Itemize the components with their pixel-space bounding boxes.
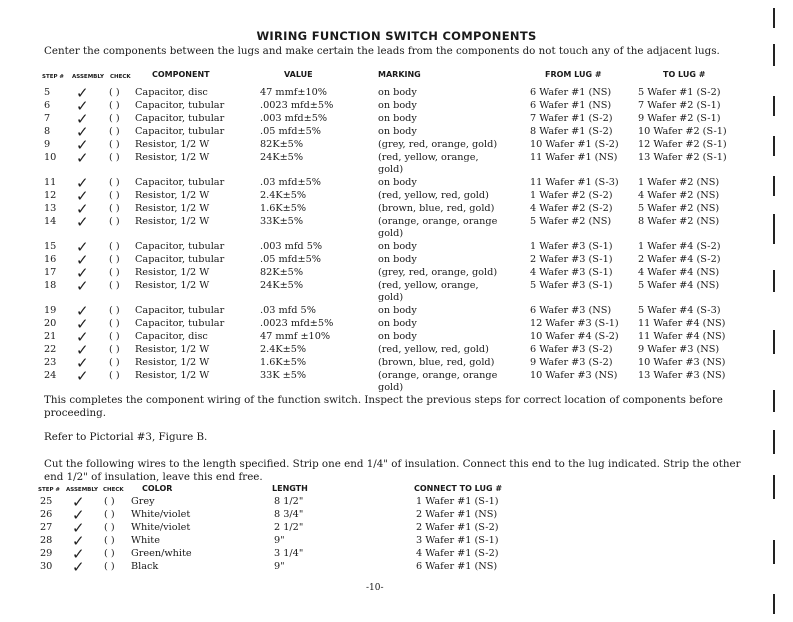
component-name: Capacitor, disc	[135, 87, 208, 98]
margin-bar	[773, 594, 775, 614]
assembly-checkmark-icon: ✓	[72, 493, 85, 511]
component-name: Resistor, 1/2 W	[135, 139, 210, 150]
wire-length: 9"	[274, 561, 285, 572]
component-name: Resistor, 1/2 W	[135, 357, 210, 368]
connect-lug: 1 Wafer #1 (S-1)	[416, 496, 499, 507]
assembly-checkmark-icon: ✓	[76, 213, 89, 231]
header2-color: COLOR	[142, 484, 173, 493]
assembly-checkmark-icon: ✓	[72, 532, 85, 550]
header-from-lug: FROM LUG #	[545, 70, 602, 79]
component-value: 24K±5%	[260, 280, 304, 291]
component-value: .05 mfd±5%	[260, 254, 321, 265]
component-name: Resistor, 1/2 W	[135, 267, 210, 278]
wire-color: Black	[131, 561, 159, 572]
header-value: VALUE	[284, 70, 313, 79]
component-marking: on body	[378, 305, 417, 316]
step-number: 19	[44, 305, 57, 316]
component-value: .03 mfd±5%	[260, 177, 321, 188]
check-box[interactable]: ( )	[109, 344, 120, 355]
from-lug: 6 Wafer #1 (NS)	[530, 87, 612, 98]
step-number: 7	[44, 113, 51, 124]
step-number: 13	[44, 203, 57, 214]
check-box[interactable]: ( )	[109, 126, 120, 137]
cut-instructions: Cut the following wires to the length specified. Strip one end 1/4" of insulation. Connect this end to the lug indicated. Strip the other end 1/2" of insulation, leave this end free.	[44, 458, 741, 483]
header2-connect: CONNECT TO LUG #	[414, 484, 503, 493]
from-lug: 4 Wafer #3 (S-1)	[530, 267, 613, 278]
connect-lug: 2 Wafer #1 (S-2)	[416, 522, 499, 533]
check-box[interactable]: ( )	[104, 548, 115, 559]
assembly-checkmark-icon: ✓	[76, 200, 89, 218]
wire-color: White	[131, 535, 160, 546]
to-lug: 10 Wafer #3 (NS)	[638, 357, 726, 368]
component-marking: on body	[378, 126, 417, 137]
check-box[interactable]: ( )	[109, 216, 120, 227]
component-marking: on body	[378, 100, 417, 111]
component-name: Resistor, 1/2 W	[135, 280, 210, 291]
check-box[interactable]: ( )	[109, 87, 120, 98]
to-lug: 5 Wafer #4 (NS)	[638, 280, 720, 291]
check-box[interactable]: ( )	[109, 100, 120, 111]
component-value: .003 mfd 5%	[260, 241, 323, 252]
connect-lug: 4 Wafer #1 (S-2)	[416, 548, 499, 559]
wire-length: 3 1/4"	[274, 548, 304, 559]
assembly-checkmark-icon: ✓	[72, 519, 85, 537]
component-marking: gold)	[378, 382, 404, 393]
margin-bar	[773, 176, 775, 196]
component-marking: (red, yellow, red, gold)	[378, 344, 489, 355]
from-lug: 11 Wafer #1 (S-3)	[530, 177, 619, 188]
component-value: 47 mmf ±10%	[260, 331, 331, 342]
from-lug: 1 Wafer #2 (S-2)	[530, 190, 613, 201]
from-lug: 12 Wafer #3 (S-1)	[530, 318, 619, 329]
component-value: .05 mfd±5%	[260, 126, 321, 137]
step-number: 17	[44, 267, 57, 278]
to-lug: 1 Wafer #4 (S-2)	[638, 241, 721, 252]
to-lug: 1 Wafer #2 (NS)	[638, 177, 720, 188]
step-number: 23	[44, 357, 57, 368]
to-lug: 4 Wafer #4 (NS)	[638, 267, 720, 278]
header-check: CHECK	[110, 74, 131, 80]
step-number: 22	[44, 344, 57, 355]
step-number: 27	[40, 522, 53, 533]
refer-text: Refer to Pictorial #3, Figure B.	[44, 431, 208, 443]
step-number: 6	[44, 100, 51, 111]
from-lug: 8 Wafer #1 (S-2)	[530, 126, 613, 137]
check-box[interactable]: ( )	[109, 370, 120, 381]
wire-length: 9"	[274, 535, 285, 546]
from-lug: 6 Wafer #3 (NS)	[530, 305, 612, 316]
step-number: 12	[44, 190, 57, 201]
component-name: Resistor, 1/2 W	[135, 190, 210, 201]
component-name: Resistor, 1/2 W	[135, 203, 210, 214]
step-number: 5	[44, 87, 51, 98]
from-lug: 7 Wafer #1 (S-2)	[530, 113, 613, 124]
to-lug: 8 Wafer #2 (NS)	[638, 216, 720, 227]
component-name: Resistor, 1/2 W	[135, 216, 210, 227]
margin-bar	[773, 214, 775, 244]
component-value: .0023 mfd±5%	[260, 318, 334, 329]
assembly-checkmark-icon: ✓	[76, 97, 89, 115]
component-marking: (orange, orange, orange	[378, 216, 498, 227]
assembly-checkmark-icon: ✓	[76, 84, 89, 102]
wire-color: Green/white	[131, 548, 192, 559]
component-marking: on body	[378, 241, 417, 252]
to-lug: 2 Wafer #4 (S-2)	[638, 254, 721, 265]
header-to-lug: TO LUG #	[663, 70, 706, 79]
step-number: 16	[44, 254, 57, 265]
to-lug: 9 Wafer #3 (NS)	[638, 344, 720, 355]
component-name: Capacitor, tubular	[135, 318, 225, 329]
header2-assembly: ASSEMBLY	[66, 487, 98, 493]
assembly-checkmark-icon: ✓	[76, 302, 89, 320]
step-number: 10	[44, 152, 57, 163]
check-box[interactable]: ( )	[109, 305, 120, 316]
component-name: Capacitor, tubular	[135, 100, 225, 111]
from-lug: 5 Wafer #2 (NS)	[530, 216, 612, 227]
connect-lug: 3 Wafer #1 (S-1)	[416, 535, 499, 546]
check-box[interactable]: ( )	[109, 177, 120, 188]
step-number: 24	[44, 370, 57, 381]
wire-length: 8 1/2"	[274, 496, 304, 507]
assembly-checkmark-icon: ✓	[76, 238, 89, 256]
component-name: Capacitor, tubular	[135, 254, 225, 265]
margin-bar	[773, 136, 775, 156]
component-name: Capacitor, tubular	[135, 113, 225, 124]
from-lug: 6 Wafer #3 (S-2)	[530, 344, 613, 355]
header2-length: LENGTH	[272, 484, 308, 493]
component-marking: (brown, blue, red, gold)	[378, 357, 495, 368]
to-lug: 4 Wafer #2 (NS)	[638, 190, 720, 201]
margin-bar	[773, 44, 775, 66]
component-name: Capacitor, tubular	[135, 126, 225, 137]
to-lug: 11 Wafer #4 (NS)	[638, 331, 726, 342]
to-lug: 5 Wafer #4 (S-3)	[638, 305, 721, 316]
component-value: 82K±5%	[260, 139, 304, 150]
step-number: 20	[44, 318, 57, 329]
margin-bar	[773, 390, 775, 412]
assembly-checkmark-icon: ✓	[76, 367, 89, 385]
component-value: 2.4K±5%	[260, 190, 307, 201]
component-value: 24K±5%	[260, 152, 304, 163]
step-number: 11	[44, 177, 57, 188]
check-box[interactable]: ( )	[109, 241, 120, 252]
component-value: .0023 mfd±5%	[260, 100, 334, 111]
wire-color: White/violet	[131, 522, 191, 533]
step-number: 15	[44, 241, 57, 252]
component-marking: on body	[378, 113, 417, 124]
component-marking: (grey, red, orange, gold)	[378, 139, 498, 150]
component-marking: gold)	[378, 292, 404, 303]
step-number: 29	[40, 548, 53, 559]
step-number: 9	[44, 139, 51, 150]
check-box[interactable]: ( )	[109, 190, 120, 201]
assembly-checkmark-icon: ✓	[76, 110, 89, 128]
assembly-checkmark-icon: ✓	[76, 341, 89, 359]
assembly-checkmark-icon: ✓	[76, 123, 89, 141]
component-name: Resistor, 1/2 W	[135, 152, 210, 163]
margin-bar	[773, 540, 775, 564]
check-box[interactable]: ( )	[104, 496, 115, 507]
header-component: COMPONENT	[152, 70, 210, 79]
margin-bar	[773, 430, 775, 454]
step-number: 28	[40, 535, 53, 546]
component-value: 1.6K±5%	[260, 357, 307, 368]
wire-color: Grey	[131, 496, 155, 507]
from-lug: 1 Wafer #3 (S-1)	[530, 241, 613, 252]
check-box[interactable]: ( )	[109, 331, 120, 342]
assembly-checkmark-icon: ✓	[72, 545, 85, 563]
assembly-checkmark-icon: ✓	[76, 187, 89, 205]
margin-bar	[773, 330, 775, 354]
assembly-checkmark-icon: ✓	[76, 264, 89, 282]
component-marking: (red, yellow, red, gold)	[378, 190, 489, 201]
check-box[interactable]: ( )	[104, 509, 115, 520]
from-lug: 5 Wafer #3 (S-1)	[530, 280, 613, 291]
margin-bar	[773, 8, 775, 28]
check-box[interactable]: ( )	[104, 535, 115, 546]
component-name: Capacitor, tubular	[135, 241, 225, 252]
wire-color: White/violet	[131, 509, 191, 520]
header-marking: MARKING	[378, 70, 421, 79]
assembly-checkmark-icon: ✓	[72, 558, 85, 576]
component-value: .003 mfd±5%	[260, 113, 328, 124]
check-box[interactable]: ( )	[104, 561, 115, 572]
connect-lug: 2 Wafer #1 (NS)	[416, 509, 498, 520]
completion-paragraph: This completes the component wiring of the function switch. Inspect the previous steps for correct location of components before proceeding.	[44, 394, 723, 419]
component-marking: on body	[378, 331, 417, 342]
component-value: 2.4K±5%	[260, 344, 307, 355]
assembly-checkmark-icon: ✓	[76, 136, 89, 154]
to-lug: 9 Wafer #2 (S-1)	[638, 113, 721, 124]
component-name: Resistor, 1/2 W	[135, 370, 210, 381]
step-number: 14	[44, 216, 57, 227]
component-marking: on body	[378, 177, 417, 188]
check-box[interactable]: ( )	[109, 152, 120, 163]
check-box[interactable]: ( )	[109, 267, 120, 278]
component-marking: (brown, blue, red, gold)	[378, 203, 495, 214]
to-lug: 7 Wafer #2 (S-1)	[638, 100, 721, 111]
page-title: WIRING FUNCTION SWITCH COMPONENTS	[256, 29, 537, 43]
component-name: Capacitor, tubular	[135, 305, 225, 316]
to-lug: 5 Wafer #2 (NS)	[638, 203, 720, 214]
check-box[interactable]: ( )	[109, 113, 120, 124]
assembly-checkmark-icon: ✓	[76, 251, 89, 269]
header2-check: CHECK	[103, 487, 124, 493]
step-number: 21	[44, 331, 57, 342]
assembly-checkmark-icon: ✓	[76, 149, 89, 167]
component-value: 82K±5%	[260, 267, 304, 278]
assembly-checkmark-icon: ✓	[76, 354, 89, 372]
to-lug: 5 Wafer #1 (S-2)	[638, 87, 721, 98]
component-value: 33K ±5%	[260, 370, 307, 381]
to-lug: 10 Wafer #2 (S-1)	[638, 126, 727, 137]
assembly-checkmark-icon: ✓	[76, 174, 89, 192]
check-box[interactable]: ( )	[109, 139, 120, 150]
connect-lug: 6 Wafer #1 (NS)	[416, 561, 498, 572]
margin-bar	[773, 270, 775, 292]
from-lug: 10 Wafer #4 (S-2)	[530, 331, 619, 342]
component-marking: (grey, red, orange, gold)	[378, 267, 498, 278]
component-value: 33K±5%	[260, 216, 304, 227]
assembly-checkmark-icon: ✓	[76, 315, 89, 333]
component-marking: on body	[378, 254, 417, 265]
assembly-checkmark-icon: ✓	[72, 506, 85, 524]
wire-length: 2 1/2"	[274, 522, 304, 533]
component-value: .03 mfd 5%	[260, 305, 316, 316]
check-box[interactable]: ( )	[109, 203, 120, 214]
page-number: -10-	[366, 583, 384, 593]
margin-bar	[773, 475, 775, 499]
wire-length: 8 3/4"	[274, 509, 304, 520]
assembly-checkmark-icon: ✓	[76, 328, 89, 346]
to-lug: 13 Wafer #3 (NS)	[638, 370, 726, 381]
assembly-checkmark-icon: ✓	[76, 277, 89, 295]
component-value: 47 mmf±10%	[260, 87, 328, 98]
intro-paragraph: Center the components between the lugs and make certain the leads from the components do not touch any of the adjacent lugs.	[44, 45, 720, 57]
from-lug: 10 Wafer #1 (S-2)	[530, 139, 619, 150]
step-number: 30	[40, 561, 53, 572]
component-name: Capacitor, disc	[135, 331, 208, 342]
from-lug: 2 Wafer #3 (S-1)	[530, 254, 613, 265]
component-marking: on body	[378, 87, 417, 98]
component-marking: on body	[378, 318, 417, 329]
header2-step: STEP #	[38, 487, 61, 493]
check-box[interactable]: ( )	[109, 318, 120, 329]
step-number: 8	[44, 126, 51, 137]
check-box[interactable]: ( )	[109, 254, 120, 265]
header-assembly: ASSEMBLY	[72, 74, 104, 80]
from-lug: 11 Wafer #1 (NS)	[530, 152, 618, 163]
step-number: 25	[40, 496, 53, 507]
component-name: Capacitor, tubular	[135, 177, 225, 188]
from-lug: 4 Wafer #2 (S-2)	[530, 203, 613, 214]
check-box[interactable]: ( )	[109, 280, 120, 291]
from-lug: 9 Wafer #3 (S-2)	[530, 357, 613, 368]
check-box[interactable]: ( )	[109, 357, 120, 368]
margin-bar	[773, 96, 775, 116]
from-lug: 6 Wafer #1 (NS)	[530, 100, 612, 111]
to-lug: 13 Wafer #2 (S-1)	[638, 152, 727, 163]
from-lug: 10 Wafer #3 (NS)	[530, 370, 618, 381]
component-marking: (red, yellow, orange,	[378, 280, 479, 291]
component-marking: gold)	[378, 164, 404, 175]
check-box[interactable]: ( )	[104, 522, 115, 533]
to-lug: 12 Wafer #2 (S-1)	[638, 139, 727, 150]
component-marking: gold)	[378, 228, 404, 239]
step-number: 18	[44, 280, 57, 291]
component-marking: (red, yellow, orange,	[378, 152, 479, 163]
to-lug: 11 Wafer #4 (NS)	[638, 318, 726, 329]
component-marking: (orange, orange, orange	[378, 370, 498, 381]
component-value: 1.6K±5%	[260, 203, 307, 214]
step-number: 26	[40, 509, 53, 520]
header-step: STEP #	[42, 74, 65, 80]
component-name: Resistor, 1/2 W	[135, 344, 210, 355]
